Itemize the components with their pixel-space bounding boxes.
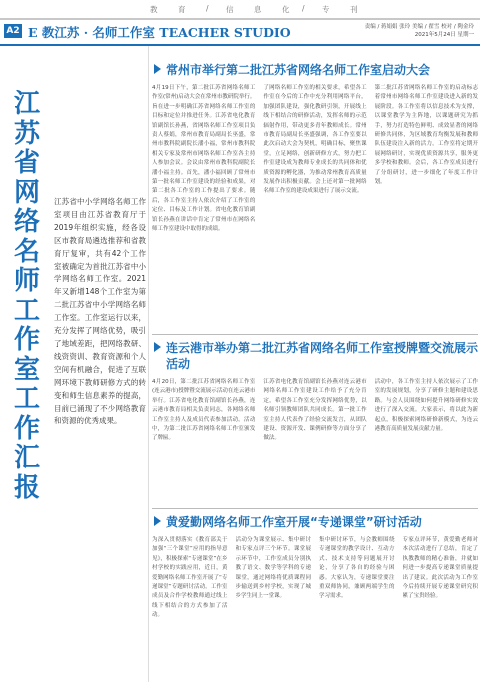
header-band-char: 刊 xyxy=(350,5,359,14)
article-headline xyxy=(152,62,478,78)
article-headline xyxy=(152,340,478,372)
title-char: 工 xyxy=(13,384,40,414)
header-band xyxy=(0,0,480,18)
article-huang-aiqin xyxy=(152,514,478,682)
date-line: 2021年5月24日 星期一 xyxy=(414,32,474,38)
title-char: 江 xyxy=(13,89,40,119)
header-band-char: 息 xyxy=(254,5,263,14)
article-body xyxy=(152,84,478,328)
header-band-char: 化 xyxy=(282,5,291,14)
article-column: 为深入贯彻落实《教育部关于加强“三个课堂”应用的指导意见》，积极探索“专递课堂”在乡村学校的实践应用，近日，黄爱勤网络名师工作室开展了“专递课堂”专题研讨活动。工作室成员及合作学校教师通过线上线下相结合的方式参加了活动。 xyxy=(152,537,228,619)
title-char: 苏 xyxy=(13,118,40,149)
title-char: 络 xyxy=(13,207,40,237)
sidebar-intro: 江苏省中小学网络名师工作室项目由江苏省教育厅于2019年组织实施，经各设区市教育局遴选推荐和省教育厅复审，共有42个工作室被确定为首批江苏省中小学网络名师工作室。2021年又新增148个工作室为第二批江苏省中小学网络名师工作室。工作室运行以来，充分发挥了网络优势，吸引了地域差距，把网络教研、线资资训、教育资源和个人空间有机融合，促进了互联网环境下教师研修方式的转变和师生信息素养的提高，目前已涌现了不少网络教育和资源的优秀成果。 xyxy=(54,197,146,426)
page-number-tag: A2 xyxy=(4,24,22,38)
header-band-char: 专 xyxy=(322,5,331,14)
masthead-rule xyxy=(0,44,480,46)
article-column: 4月19日下午，第二批江苏省网络名师工作室(常州)启动大会在常州市教研院举行。旨在进一步明确江苏省网络名师工作室的目标和定位并推进任务。江苏省电化教育馆副馆长孙燕，省网络名师工作室项目负责人蔡娟，常州市教育局副局长巫盛，常州市教科院副院长潘小福，常州市教科院相关专家及常州市网络名师工作室各主持人参加会议。会议由常州市教科院副院长潘小福主持。首先，潘小福回顾了常州市第一批名师工作室建设的经验和成果，对第二批各工作室的工作提出了要求。随后，各工作室主持人依次介绍了工作室的定位、目标及工作计划。省电化教育馆副馆长孙燕在讲话中肯定了常州市在网络名师工作室建设中取得的成绩。 xyxy=(152,85,256,233)
column-divider xyxy=(148,46,149,682)
header-band-char: 信 xyxy=(226,5,235,14)
title-char: 网 xyxy=(13,177,40,208)
title-char: 室 xyxy=(13,354,40,385)
title-char: 名 xyxy=(13,236,40,267)
article-column: 集中研讨环节，与会教师围绕专递课堂的教学设计、互动方式、技术支持等问题展开讨论，分享了各自的经验与困惑。大家认为，专递课堂要注重双师协同，兼顾两端学生的学习需求。 xyxy=(319,537,395,600)
masthead-info xyxy=(365,23,474,39)
triangle-bullet-icon xyxy=(154,64,161,74)
masthead xyxy=(0,20,480,44)
article-column: 专家点评环节，黄爱勤老师对本次活动进行了总结，肯定了执教教师的精心准备，并就如何进一步提高专递课堂质量提出了建议。此次活动为工作室今后持续开展专递课堂研究积累了宝贵经验。 xyxy=(402,537,478,600)
article-column: 4月20日，第二批江苏省网络名师工作室(连云港市)授牌暨交流展示活动在连云港市举行。江苏省电化教育馆副馆长孙燕，连云港市教育局相关负责同志，各网络名师工作室主持人及成员代表参加活动。活动中，为第二批江苏省网络名师工作室颁发了牌匾。 xyxy=(152,379,256,442)
title-char: 作 xyxy=(13,325,40,355)
sidebar-vertical-title xyxy=(4,90,50,450)
title-char: 师 xyxy=(13,266,40,296)
headline-text: 黄爱勤网络名师工作室开展“专递课堂”研讨活动 xyxy=(166,515,422,529)
article-headline xyxy=(152,514,478,530)
staff-line: 责编 / 蒋娟娟 张玲 美编 / 翟雪 校对 / 陶金玲 xyxy=(364,24,474,30)
header-band-char: / xyxy=(206,4,210,13)
title-char: 汇 xyxy=(13,443,40,473)
triangle-bullet-icon xyxy=(154,342,161,352)
article-column: 活动中，各工作室主持人依次展示了工作室的发展规划，分享了研修主题和建设思路。与会人员围绕如何提升网络研修实效进行了深入交流。大家表示，将以此为新起点，积极探索网络研修新模式，为连云港教育高质量发展贡献力量。 xyxy=(374,379,478,433)
title-char: 作 xyxy=(13,413,40,444)
sidebar-vertical-title-end xyxy=(4,444,50,508)
article-body xyxy=(152,536,478,680)
article-separator xyxy=(152,508,478,509)
article-lianyungang xyxy=(152,340,478,505)
title-char: 报 xyxy=(13,472,40,503)
title-char: 工 xyxy=(13,295,40,326)
article-column: 第二批江苏省网络名师工作室的启动标志着常州市网络名师工作室建设进入新的发展阶段。各工作室将以信息技术为支撑，以课堂教学为主阵地，以课题研究为抓手，努力打造特色鲜明、成效显著的网络研修共同体，为区域教育均衡发展和教师队伍建设注入新的活力。工作室将定期开展网络研讨，实现优质资源共享，服务更多学校和教师。会后，各工作室成员进行了分组研讨，进一步细化了年度工作计划。 xyxy=(374,85,478,186)
section-title: E 教江苏 · 名师工作室 TEACHER STUDIO xyxy=(28,25,291,40)
article-column: 江苏省电化教育馆副馆长孙燕对连云港市网络名师工作室建设工作给予了充分肯定，希望各工作室充分发挥网络优势，以名师引领教师团队共同成长。第一批工作室主持人代表作了经验交流发言，从团队建设、资源开发、课例研修等方面分享了做法。 xyxy=(263,379,367,442)
header-band-char: / xyxy=(302,4,306,13)
triangle-bullet-icon xyxy=(154,516,161,526)
headline-text: 连云港市举办第二批江苏省网络名师工作室授牌暨交流展示活动 xyxy=(166,341,479,371)
headline-text: 常州市举行第二批江苏省网络名师工作室启动大会 xyxy=(166,63,431,77)
article-separator xyxy=(152,334,478,335)
article-changzhou xyxy=(152,62,478,330)
header-band-char: 教 xyxy=(150,5,159,14)
article-column: 活动分为课堂展示、集中研讨和专家点评三个环节。课堂展示环节中，工作室成员分别执教了语文、数学等学科的专递课堂，通过网络将优质课程同步输送到乡村学校，实现了城乡学生同上一堂课。 xyxy=(235,537,311,600)
article-column: 了网络名师工作室的相关要求，希望各工作室在今后的工作中充分利用网络平台，加强团队建设，强化教研引领，开展线上线下相结合的研修活动，发挥名师的示范辐射作用，带动更多青年教师成长。常州市教育局副局长巫盛强调，各工作室要以此次启动大会为契机，明确目标，聚焦课堂，立足网络，创新研修方式，努力把工作室建设成为教师专业成长的共同体和优质资源的孵化器，为推动常州教育高质量发展作出积极贡献。会上还对第一批网络名师工作室的建设成果进行了展示交流。 xyxy=(263,85,367,195)
header-band-char: 育 xyxy=(178,5,187,14)
title-char: 省 xyxy=(13,148,40,178)
article-body xyxy=(152,378,478,502)
